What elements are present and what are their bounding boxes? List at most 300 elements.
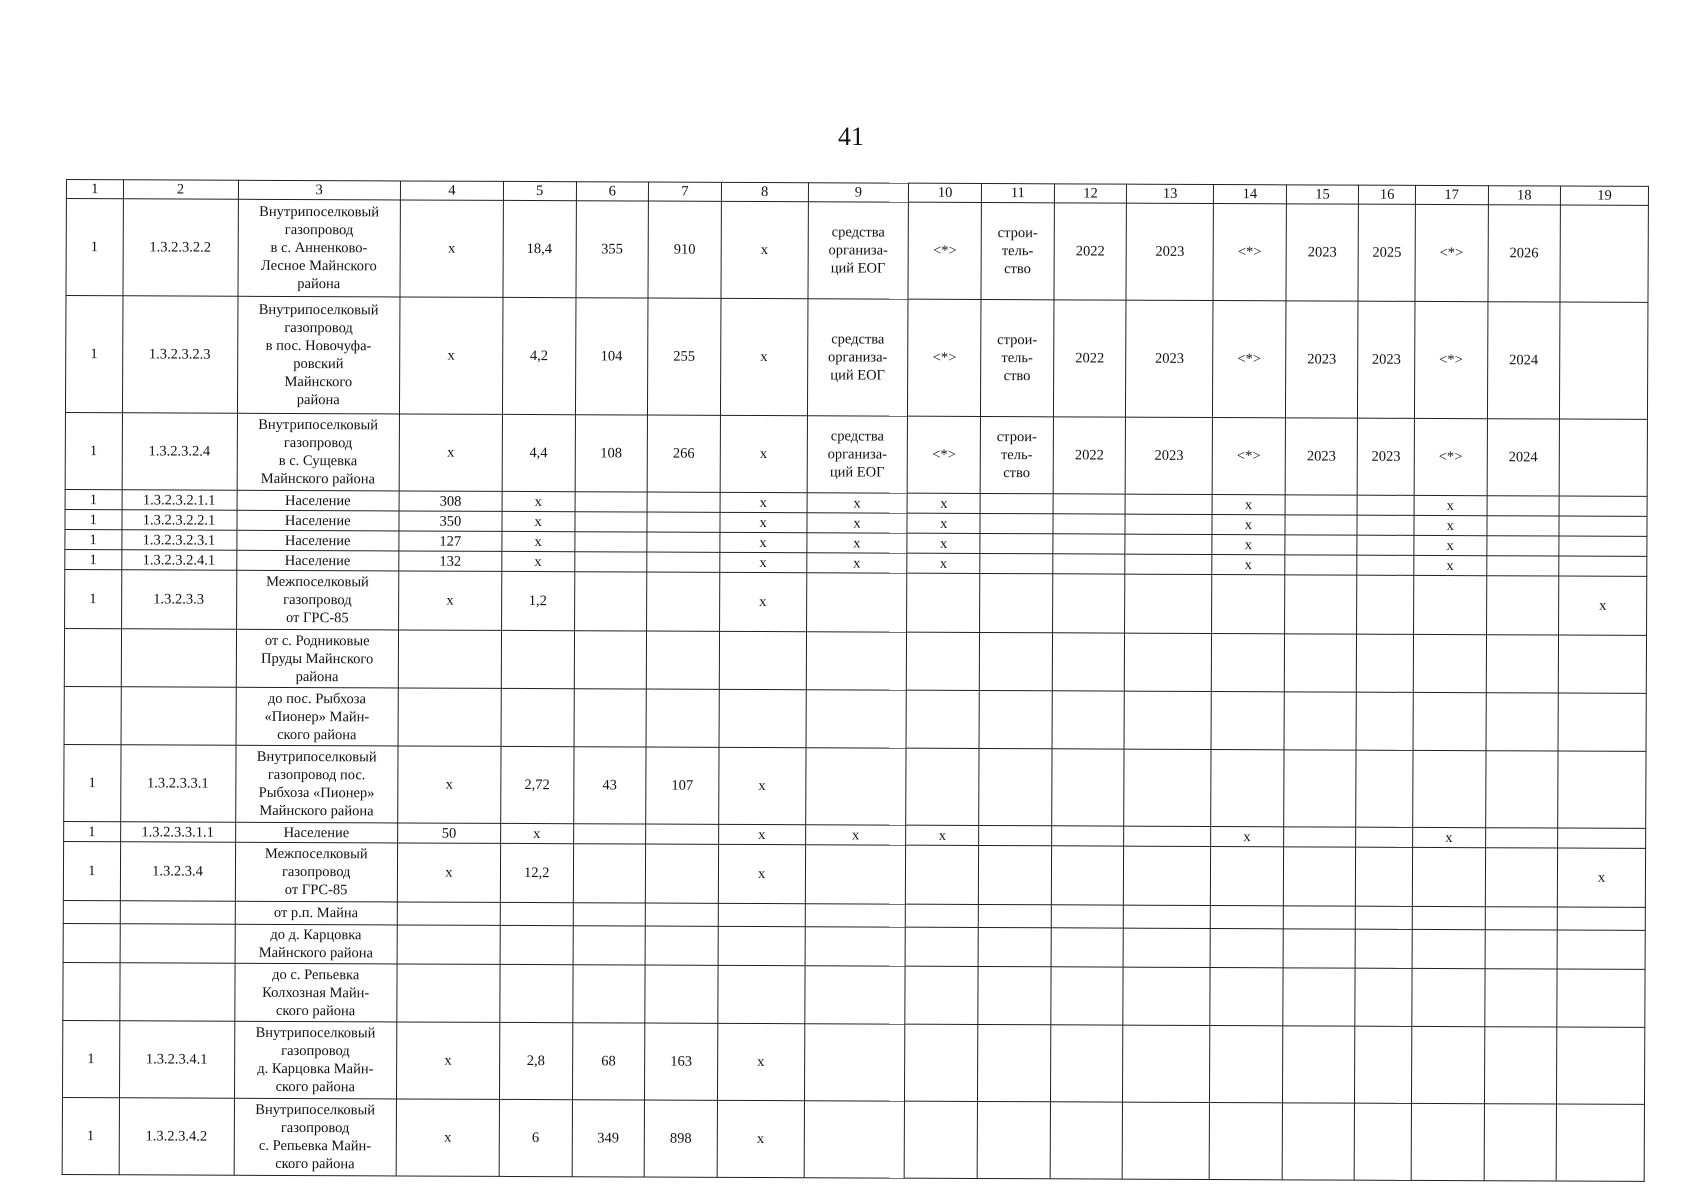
table-cell (1413, 692, 1486, 750)
table-cell (573, 824, 646, 844)
object-name-cell: Население (236, 530, 399, 551)
table-cell: х (906, 825, 979, 845)
table-cell (1051, 846, 1124, 905)
table-cell (806, 573, 907, 632)
table-cell (1558, 828, 1646, 848)
table-cell (1560, 205, 1648, 302)
table-row (65, 569, 1647, 635)
table-cell (1486, 576, 1559, 635)
table-cell (980, 553, 1053, 573)
table-cell (1357, 555, 1414, 575)
table-cell (64, 686, 121, 744)
table-cell: строи- тель- ство (980, 416, 1053, 493)
table-cell: х (720, 415, 807, 492)
table-cell (804, 1101, 905, 1178)
table-cell (1283, 906, 1356, 929)
table-cell (1283, 847, 1356, 906)
table-cell (1125, 534, 1212, 554)
table-cell: 2022 (1053, 417, 1126, 494)
table-cell: <*> (1414, 301, 1487, 418)
table-cell (1210, 1025, 1283, 1102)
table-cell: <*> (908, 299, 981, 416)
table-cell (1125, 514, 1212, 534)
table-cell (1125, 574, 1212, 633)
table-cell: 1.3.2.3.2.2.1 (121, 510, 236, 531)
table-cell: 163 (645, 1023, 718, 1100)
object-name-cell: Население (235, 822, 398, 843)
table-cell (1356, 827, 1413, 847)
table-cell: х (400, 200, 503, 297)
object-name-cell: Межпоселковый газопровод от ГРС-85 (235, 842, 398, 902)
table-cell (647, 532, 720, 552)
table-cell (1356, 906, 1413, 929)
table-row (63, 841, 1645, 907)
table-cell (397, 925, 500, 964)
column-number-cell: 1 (66, 180, 123, 199)
table-cell: х (720, 492, 807, 512)
table-cell (1355, 1026, 1412, 1103)
table-cell: 2026 (1488, 205, 1561, 302)
table-cell: 127 (399, 531, 502, 551)
table-cell (1484, 1104, 1557, 1181)
table-cell: х (719, 572, 806, 631)
table-cell (1124, 846, 1211, 905)
column-number-cell: 15 (1286, 185, 1359, 204)
table-cell (1556, 1104, 1644, 1181)
table-cell (805, 904, 906, 927)
table-cell: 1.3.2.3.3 (121, 570, 236, 630)
table-cell (1557, 969, 1645, 1027)
table-cell (645, 926, 718, 965)
table-cell (1412, 929, 1485, 968)
object-name-cell: Внутрипоселковый газопровод в с. Анненково- Лесное Майнского района (238, 199, 401, 297)
table-cell (1125, 494, 1212, 514)
table-cell (905, 966, 978, 1024)
table-cell (980, 513, 1053, 533)
table-cell (1557, 930, 1645, 969)
table-cell (1355, 1103, 1412, 1180)
table-cell (1356, 750, 1413, 827)
table-cell: х (720, 532, 807, 552)
table-cell: х (718, 844, 805, 903)
table-cell (1053, 554, 1126, 574)
table-cell (1486, 693, 1559, 751)
table-cell: х (720, 512, 807, 532)
table-cell (1560, 302, 1648, 419)
table-cell (1123, 1102, 1210, 1179)
table-cell: х (398, 571, 501, 630)
column-number-cell: 18 (1488, 186, 1561, 205)
table-row (64, 628, 1646, 693)
table-row (62, 1020, 1644, 1104)
table-cell (1285, 515, 1358, 535)
page-number: 41 (838, 122, 864, 151)
table-cell: 2023 (1286, 204, 1359, 301)
table-cell: 68 (572, 1023, 645, 1100)
table-cell: 266 (647, 415, 720, 492)
table-cell: 1 (62, 1020, 119, 1097)
table-cell: х (1558, 848, 1646, 907)
table-cell (1485, 751, 1558, 828)
column-number-cell: 13 (1127, 184, 1214, 203)
table-cell (1486, 536, 1559, 556)
table-cell: х (1414, 515, 1487, 535)
table-cell: 355 (575, 201, 648, 298)
table-cell (1124, 826, 1211, 846)
table-cell (574, 532, 647, 552)
table-cell: 2023 (1358, 301, 1415, 418)
table-cell (1411, 1026, 1484, 1103)
table-cell (647, 512, 720, 532)
table-cell (1557, 907, 1645, 930)
table-cell (1559, 536, 1647, 556)
table-cell (1559, 556, 1647, 576)
table-cell (1487, 496, 1560, 516)
table-cell: 1 (65, 412, 122, 489)
table-cell: х (1413, 827, 1486, 847)
table-cell: 107 (646, 747, 719, 824)
table-cell: 1.3.2.3.2.4 (122, 413, 237, 491)
table-cell (1051, 928, 1124, 967)
table-cell (806, 690, 907, 748)
table-cell (1051, 749, 1124, 826)
table-cell: х (1212, 495, 1285, 515)
table-cell: 50 (398, 823, 501, 843)
table-cell (1557, 1027, 1645, 1104)
table-cell: х (502, 511, 575, 531)
table-cell (1357, 515, 1414, 535)
table-cell: х (806, 553, 907, 573)
table-cell (906, 748, 979, 825)
table-cell (905, 1024, 978, 1101)
table-cell: 1 (65, 529, 122, 549)
table-cell: х (1414, 555, 1487, 575)
table-cell (978, 966, 1051, 1024)
table-cell (806, 632, 907, 690)
table-cell: х (807, 513, 908, 533)
table-cell (1285, 555, 1358, 575)
table-cell (1413, 575, 1486, 634)
table-cell (645, 844, 718, 903)
table-cell: 6 (499, 1099, 572, 1176)
table-cell (1125, 633, 1212, 691)
table-cell (1211, 692, 1284, 750)
table-cell: 1 (64, 821, 121, 841)
table-cell: 12,2 (500, 843, 573, 902)
table-cell (977, 1101, 1050, 1178)
table-cell: 1,2 (501, 571, 574, 630)
column-number-cell: 17 (1415, 185, 1488, 204)
table-cell (978, 845, 1051, 904)
table-cell: х (720, 298, 807, 415)
table-cell: 2023 (1125, 417, 1212, 494)
table-cell (1485, 907, 1558, 930)
table-cell (398, 688, 501, 746)
table-cell (119, 963, 234, 1022)
table-cell: 1.3.2.3.2.1.1 (122, 490, 237, 511)
table-cell (1484, 969, 1557, 1027)
table-cell (1413, 634, 1486, 692)
table-cell (1284, 692, 1357, 750)
table-cell: 1 (65, 489, 122, 509)
table-cell: х (718, 747, 805, 824)
table-cell: х (718, 824, 805, 844)
table-cell (980, 573, 1053, 632)
table-cell (647, 552, 720, 572)
table-cell (805, 748, 906, 825)
column-number-cell: 5 (503, 181, 576, 200)
table-cell: 2023 (1285, 301, 1358, 418)
table-cell: <*> (1213, 204, 1286, 301)
table-cell (1356, 692, 1413, 750)
table-cell (1282, 1026, 1355, 1103)
table-cell: 1 (65, 296, 122, 413)
table-cell: 1 (65, 509, 122, 529)
table-cell (979, 690, 1052, 748)
table-cell: 1 (65, 549, 122, 569)
table-cell (1125, 554, 1212, 574)
table-cell (1356, 847, 1413, 906)
table-cell (1050, 1025, 1123, 1102)
table-cell (1052, 633, 1125, 691)
table-cell (1052, 574, 1125, 633)
table-cell (63, 923, 120, 962)
table-cell: 2023 (1126, 300, 1213, 417)
table-cell: 4,4 (502, 414, 575, 491)
table-cell (1411, 1103, 1484, 1180)
table-cell: 1.3.2.3.3.1.1 (120, 822, 235, 843)
object-name-cell: Межпоселковый газопровод от ГРС-85 (236, 570, 399, 630)
table-cell (1357, 495, 1414, 515)
table-cell (573, 903, 646, 926)
table-cell (718, 965, 805, 1023)
table-row (62, 1097, 1644, 1181)
table-cell (1559, 496, 1647, 516)
table-row (65, 412, 1647, 496)
table-cell (978, 927, 1051, 966)
table-cell: х (398, 746, 501, 823)
table-cell (1355, 929, 1412, 968)
table-cell: 255 (648, 298, 721, 415)
table-cell (397, 964, 500, 1022)
table-cell (1053, 534, 1126, 554)
table-cell (1357, 575, 1414, 634)
table-cell (120, 901, 235, 925)
table-cell: 350 (399, 511, 502, 531)
table-cell: 1 (65, 569, 122, 628)
table-cell: х (502, 531, 575, 551)
table-cell: х (907, 533, 980, 553)
object-name-cell: от р.п. Майна (235, 901, 398, 925)
table-cell (575, 492, 648, 512)
table-cell (1053, 514, 1126, 534)
table-cell (1357, 634, 1414, 692)
object-name-cell: от с. Родниковые Пруды Майнского района (236, 629, 399, 688)
table-cell: 108 (575, 415, 648, 492)
table-cell (1210, 968, 1283, 1026)
table-cell (979, 748, 1052, 825)
table-cell: 43 (573, 747, 646, 824)
table-cell: х (1211, 827, 1284, 847)
column-number-cell: 6 (576, 182, 649, 201)
table-cell: х (907, 493, 980, 513)
table-cell: <*> (908, 202, 981, 299)
table-cell (1051, 905, 1124, 928)
table-cell: 1.3.2.3.4.2 (119, 1098, 234, 1176)
table-cell: 2022 (1053, 300, 1126, 417)
table-cell: х (806, 533, 907, 553)
table-cell (64, 628, 121, 686)
table-cell (804, 966, 905, 1024)
table-cell: х (399, 414, 502, 491)
table-cell (397, 902, 500, 925)
table-cell: 2,8 (499, 1022, 572, 1099)
table-cell: <*> (1212, 418, 1285, 495)
table-cell (1486, 556, 1559, 576)
table-cell: средства организа- ций ЕОГ (808, 202, 909, 299)
table-cell (906, 904, 979, 927)
table-cell (574, 631, 647, 689)
object-name-cell: Внутрипоселковый газопровод д. Карцовка Майн- ского района (234, 1021, 397, 1099)
table-cell (1357, 535, 1414, 555)
table-cell (1283, 968, 1356, 1026)
table-cell (1124, 691, 1211, 749)
table-cell (574, 689, 647, 747)
table-cell (979, 632, 1052, 690)
table-cell (646, 689, 719, 747)
table-cell (1412, 968, 1485, 1026)
object-name-cell: Население (236, 550, 399, 571)
table-cell (718, 926, 805, 965)
column-number-cell: 9 (808, 183, 909, 202)
table-cell (573, 926, 646, 965)
table-row (66, 199, 1648, 303)
table-cell: х (397, 843, 500, 902)
table-cell (574, 552, 647, 572)
table-cell: 1 (62, 1097, 119, 1174)
table-cell (907, 573, 980, 632)
table-cell (1123, 967, 1210, 1025)
table-cell (1210, 847, 1283, 906)
table-cell: 1.3.2.3.2.4.1 (121, 550, 236, 571)
table-cell: 18,4 (503, 200, 576, 297)
column-number-cell: 10 (909, 183, 982, 202)
table-cell (1559, 516, 1647, 536)
table-cell (501, 630, 574, 688)
table-cell (646, 824, 719, 844)
table-cell (647, 572, 720, 631)
table-cell (1355, 968, 1412, 1026)
table-cell (805, 927, 906, 966)
column-number-cell: 2 (123, 180, 238, 200)
table-cell (719, 631, 806, 689)
table-cell (979, 825, 1052, 845)
table-cell (1124, 905, 1211, 928)
table-cell (501, 688, 574, 746)
table-cell (1053, 494, 1126, 514)
table-cell (1124, 749, 1211, 826)
table-cell (63, 900, 120, 923)
table-cell (645, 903, 718, 926)
table-cell: 910 (648, 201, 721, 298)
table-cell (1052, 691, 1125, 749)
table-cell (1284, 634, 1357, 692)
column-number-cell: 19 (1561, 186, 1649, 205)
table-cell (1211, 634, 1284, 692)
table-cell (1209, 1102, 1282, 1179)
object-name-cell: Население (237, 490, 400, 511)
table-cell: 1 (66, 199, 123, 296)
table-cell (1558, 635, 1646, 693)
table-cell: 1 (63, 841, 120, 900)
table-cell (907, 632, 980, 690)
table-cell: х (1212, 555, 1285, 575)
table-cell (719, 689, 806, 747)
column-number-cell: 14 (1214, 185, 1287, 204)
table-cell (906, 690, 979, 748)
table-cell (573, 844, 646, 903)
table-row (63, 923, 1645, 969)
table-cell (646, 631, 719, 689)
table-cell: х (807, 493, 908, 513)
table-cell (500, 925, 573, 964)
table-cell (574, 572, 647, 631)
table-cell (1123, 1025, 1210, 1102)
table-cell: х (1212, 535, 1285, 555)
table-cell: х (1212, 515, 1285, 535)
table-cell: 2024 (1487, 419, 1560, 496)
table-cell: х (805, 825, 906, 845)
table-cell: строи- тель- ство (981, 299, 1054, 416)
object-name-cell: Внутрипоселковый газопровод в с. Сущевка Майнского района (237, 413, 400, 491)
table-cell: 2023 (1285, 418, 1358, 495)
table-cell: <*> (1414, 418, 1487, 495)
table-cell (1211, 750, 1284, 827)
table-cell: 1.3.2.3.4 (120, 842, 235, 902)
table-cell: х (720, 552, 807, 572)
table-cell (1412, 847, 1485, 906)
table-cell (1558, 751, 1646, 828)
table-cell (1484, 1027, 1557, 1104)
table-cell (1282, 1103, 1355, 1180)
column-number-cell: 8 (721, 182, 808, 201)
table-cell (1285, 495, 1358, 515)
table-cell: х (399, 297, 502, 414)
table-cell: средства организа- ций ЕОГ (807, 299, 908, 416)
table-cell: 898 (644, 1100, 717, 1177)
table-cell (1486, 635, 1559, 693)
table-cell: х (907, 513, 980, 533)
table-cell: х (1414, 495, 1487, 515)
table-cell (1212, 575, 1285, 634)
table-cell (1051, 826, 1124, 846)
object-name-cell: Внутрипоселковый газопровод в пос. Новочуфа- ровский Майнского района (237, 296, 400, 414)
table-cell: х (721, 201, 808, 298)
table-cell: х (502, 551, 575, 571)
table-cell (804, 1024, 905, 1101)
table-cell: 2,72 (501, 746, 574, 823)
object-name-cell: до пос. Рыбхоза «Пионер» Майн- ского района (236, 687, 399, 746)
table-cell: 1.3.2.3.2.3.1 (121, 530, 236, 551)
table-cell (906, 845, 979, 904)
table-cell: 1 (64, 744, 121, 821)
table-cell (1123, 928, 1210, 967)
object-name-cell: Население (236, 510, 399, 531)
table-cell (120, 924, 235, 964)
table-cell (1283, 750, 1356, 827)
table-cell (1284, 575, 1357, 634)
table-cell (1485, 848, 1558, 907)
